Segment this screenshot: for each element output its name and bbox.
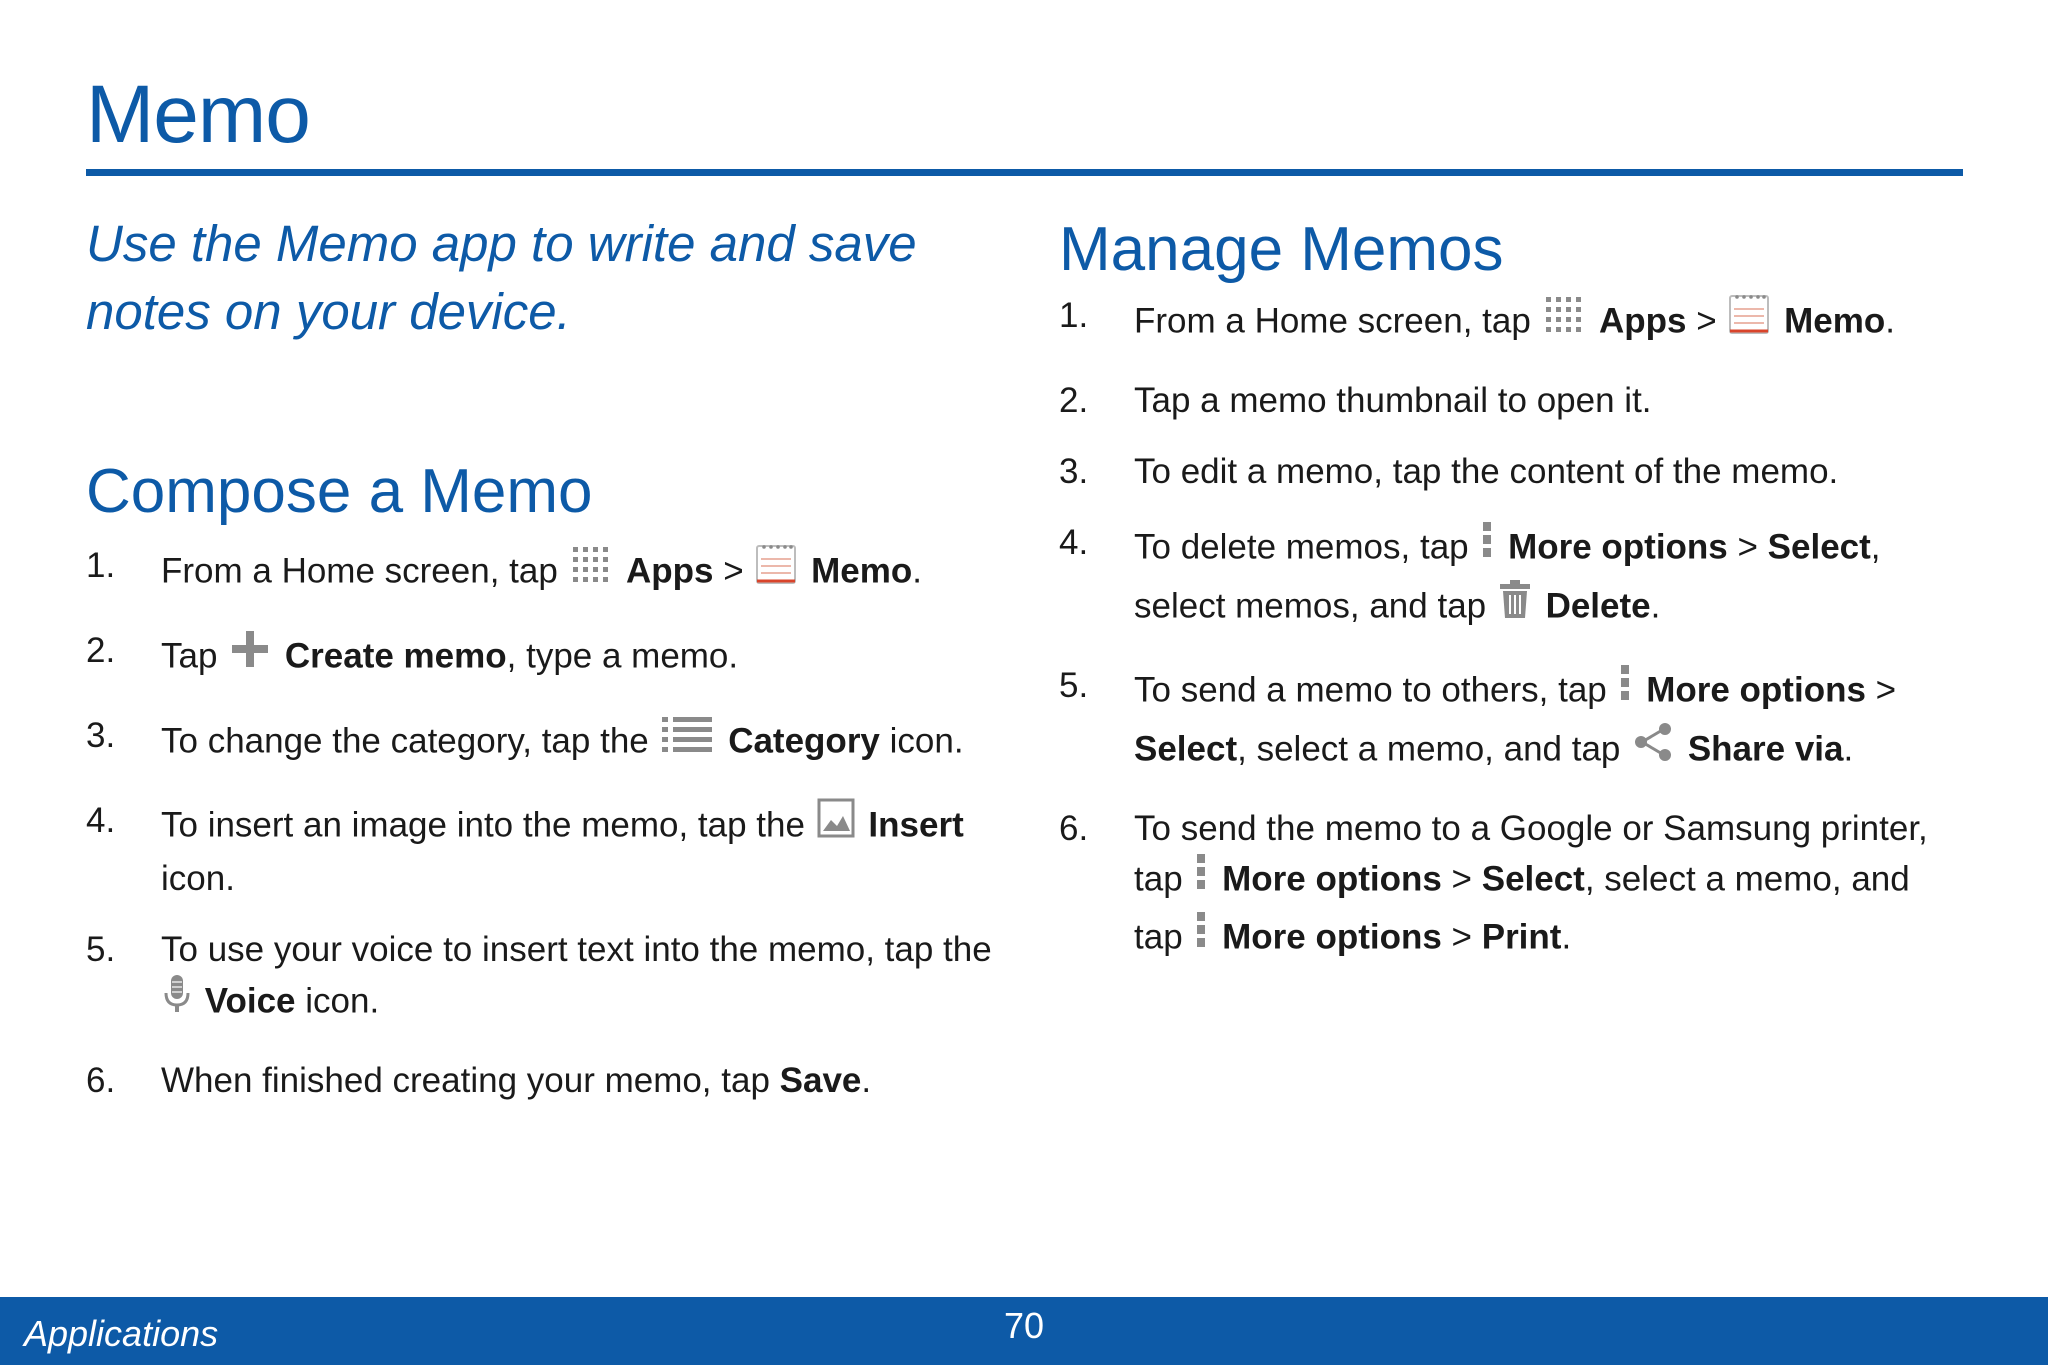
more-options-icon: [1194, 910, 1208, 962]
print-label: Print: [1481, 917, 1562, 957]
step-text: >: [1865, 670, 1897, 710]
insert-label: Insert: [858, 805, 964, 845]
step-text: , type a memo.: [506, 636, 739, 676]
step-text: From a Home screen, tap: [1134, 301, 1541, 341]
list-item: [86, 543, 996, 603]
compose-heading: Compose a Memo: [86, 457, 593, 526]
select-label: Select: [1134, 729, 1238, 769]
select-label: Select: [1481, 859, 1585, 899]
step-text: >: [1441, 859, 1482, 899]
footer-section-label: Applications: [24, 1313, 219, 1354]
step-number: 2.: [86, 631, 116, 670]
step-number: 5.: [86, 930, 116, 969]
step-number: 1.: [1059, 296, 1089, 335]
list-item: [86, 798, 996, 902]
footer-bar: [0, 1297, 2048, 1365]
page-title: Memo: [86, 69, 310, 160]
plus-icon: [229, 628, 271, 682]
insert-image-icon: [817, 798, 855, 850]
step-text: To change the category, tap the: [161, 721, 659, 761]
step-text: >: [1727, 527, 1768, 567]
list-item: [86, 628, 996, 688]
title-rule: [86, 169, 1963, 176]
manage-heading: Manage Memos: [1059, 215, 1504, 284]
step-number: 4.: [86, 801, 116, 840]
step-text: To delete memos, tap: [1134, 527, 1479, 567]
apps-label: Apps: [617, 551, 714, 591]
more-options-icon: [1618, 663, 1632, 715]
share-icon: [1632, 721, 1674, 775]
create-memo-label: Create memo: [275, 636, 507, 676]
memo-notepad-icon: [1728, 293, 1770, 347]
more-options-icon: [1194, 852, 1208, 904]
trash-icon: [1498, 578, 1532, 632]
memo-label: Memo: [801, 551, 913, 591]
step-number: 3.: [1059, 452, 1089, 491]
step-text: >: [1686, 301, 1727, 341]
delete-label: Delete: [1535, 586, 1651, 626]
step-text: To edit a memo, tap the content of the memo.: [1134, 452, 1839, 491]
step-text: .: [1650, 586, 1661, 626]
right-column: [1059, 214, 1959, 968]
step-text: >: [1441, 917, 1482, 957]
step-text: , select a memo, and tap: [1134, 859, 1910, 957]
more-options-label: More options: [1212, 859, 1442, 899]
apps-grid-icon: [1543, 294, 1587, 346]
share-via-label: Share via: [1678, 729, 1844, 769]
memo-notepad-icon: [755, 543, 797, 597]
step-number: 4.: [1059, 523, 1089, 562]
list-item: [86, 713, 996, 773]
step-text: .: [861, 1061, 872, 1100]
step-number: 5.: [1059, 666, 1089, 705]
step-number: 1.: [86, 546, 116, 585]
more-options-label: More options: [1636, 670, 1866, 710]
apps-label: Apps: [1590, 301, 1687, 341]
left-column: [86, 210, 996, 1104]
step-text: >: [713, 551, 754, 591]
list-item: [1059, 449, 1959, 495]
step-text: From a Home screen, tap: [161, 551, 568, 591]
step-text: .: [1561, 917, 1572, 957]
category-list-icon: [660, 713, 714, 767]
voice-label: Voice: [195, 981, 296, 1021]
step-text: .: [1885, 301, 1895, 341]
manage-steps: [1059, 293, 1959, 968]
step-text: When finished creating your memo, tap: [161, 1061, 780, 1100]
compose-steps: [86, 543, 996, 1104]
step-number: 3.: [86, 716, 116, 755]
list-item: [86, 927, 996, 1033]
step-text: .: [912, 551, 922, 591]
step-text: To insert an image into the memo, tap the: [161, 805, 815, 845]
apps-grid-icon: [570, 544, 614, 596]
step-text: To send a memo to others, tap: [1134, 670, 1617, 710]
step-text: .: [1843, 729, 1854, 769]
step-text: icon.: [879, 721, 964, 761]
step-text: Tap a memo thumbnail to open it.: [1134, 381, 1652, 420]
select-label: Select: [1767, 527, 1871, 567]
step-number: 6.: [1059, 809, 1089, 848]
list-item: [1059, 293, 1959, 353]
list-item: [1059, 663, 1959, 781]
list-item: [1059, 806, 1959, 968]
list-item: [1059, 520, 1959, 638]
save-label: Save: [779, 1061, 862, 1100]
more-options-icon: [1480, 520, 1494, 572]
step-text: , select memos, and tap: [1134, 527, 1881, 626]
step-text: icon.: [295, 981, 380, 1021]
page-number: 70: [1003, 1305, 1045, 1346]
step-text: To use your voice to insert text into the memo, tap the: [161, 930, 992, 969]
step-number: 6.: [86, 1061, 116, 1100]
step-number: 2.: [1059, 381, 1089, 420]
more-options-label: More options: [1498, 527, 1728, 567]
list-item: [1059, 378, 1959, 424]
intro-text: Use the Memo app to write and save notes on your device.: [86, 215, 917, 340]
step-text: To send the memo to a Google or Samsung printer, tap: [1134, 809, 1928, 899]
step-text: icon.: [161, 859, 235, 898]
microphone-icon: [163, 973, 191, 1027]
step-text: Tap: [161, 636, 228, 676]
list-item: [86, 1058, 996, 1104]
step-text: , select a memo, and tap: [1237, 729, 1631, 769]
category-label: Category: [718, 721, 880, 761]
more-options-label: More options: [1212, 917, 1442, 957]
memo-label: Memo: [1774, 301, 1886, 341]
